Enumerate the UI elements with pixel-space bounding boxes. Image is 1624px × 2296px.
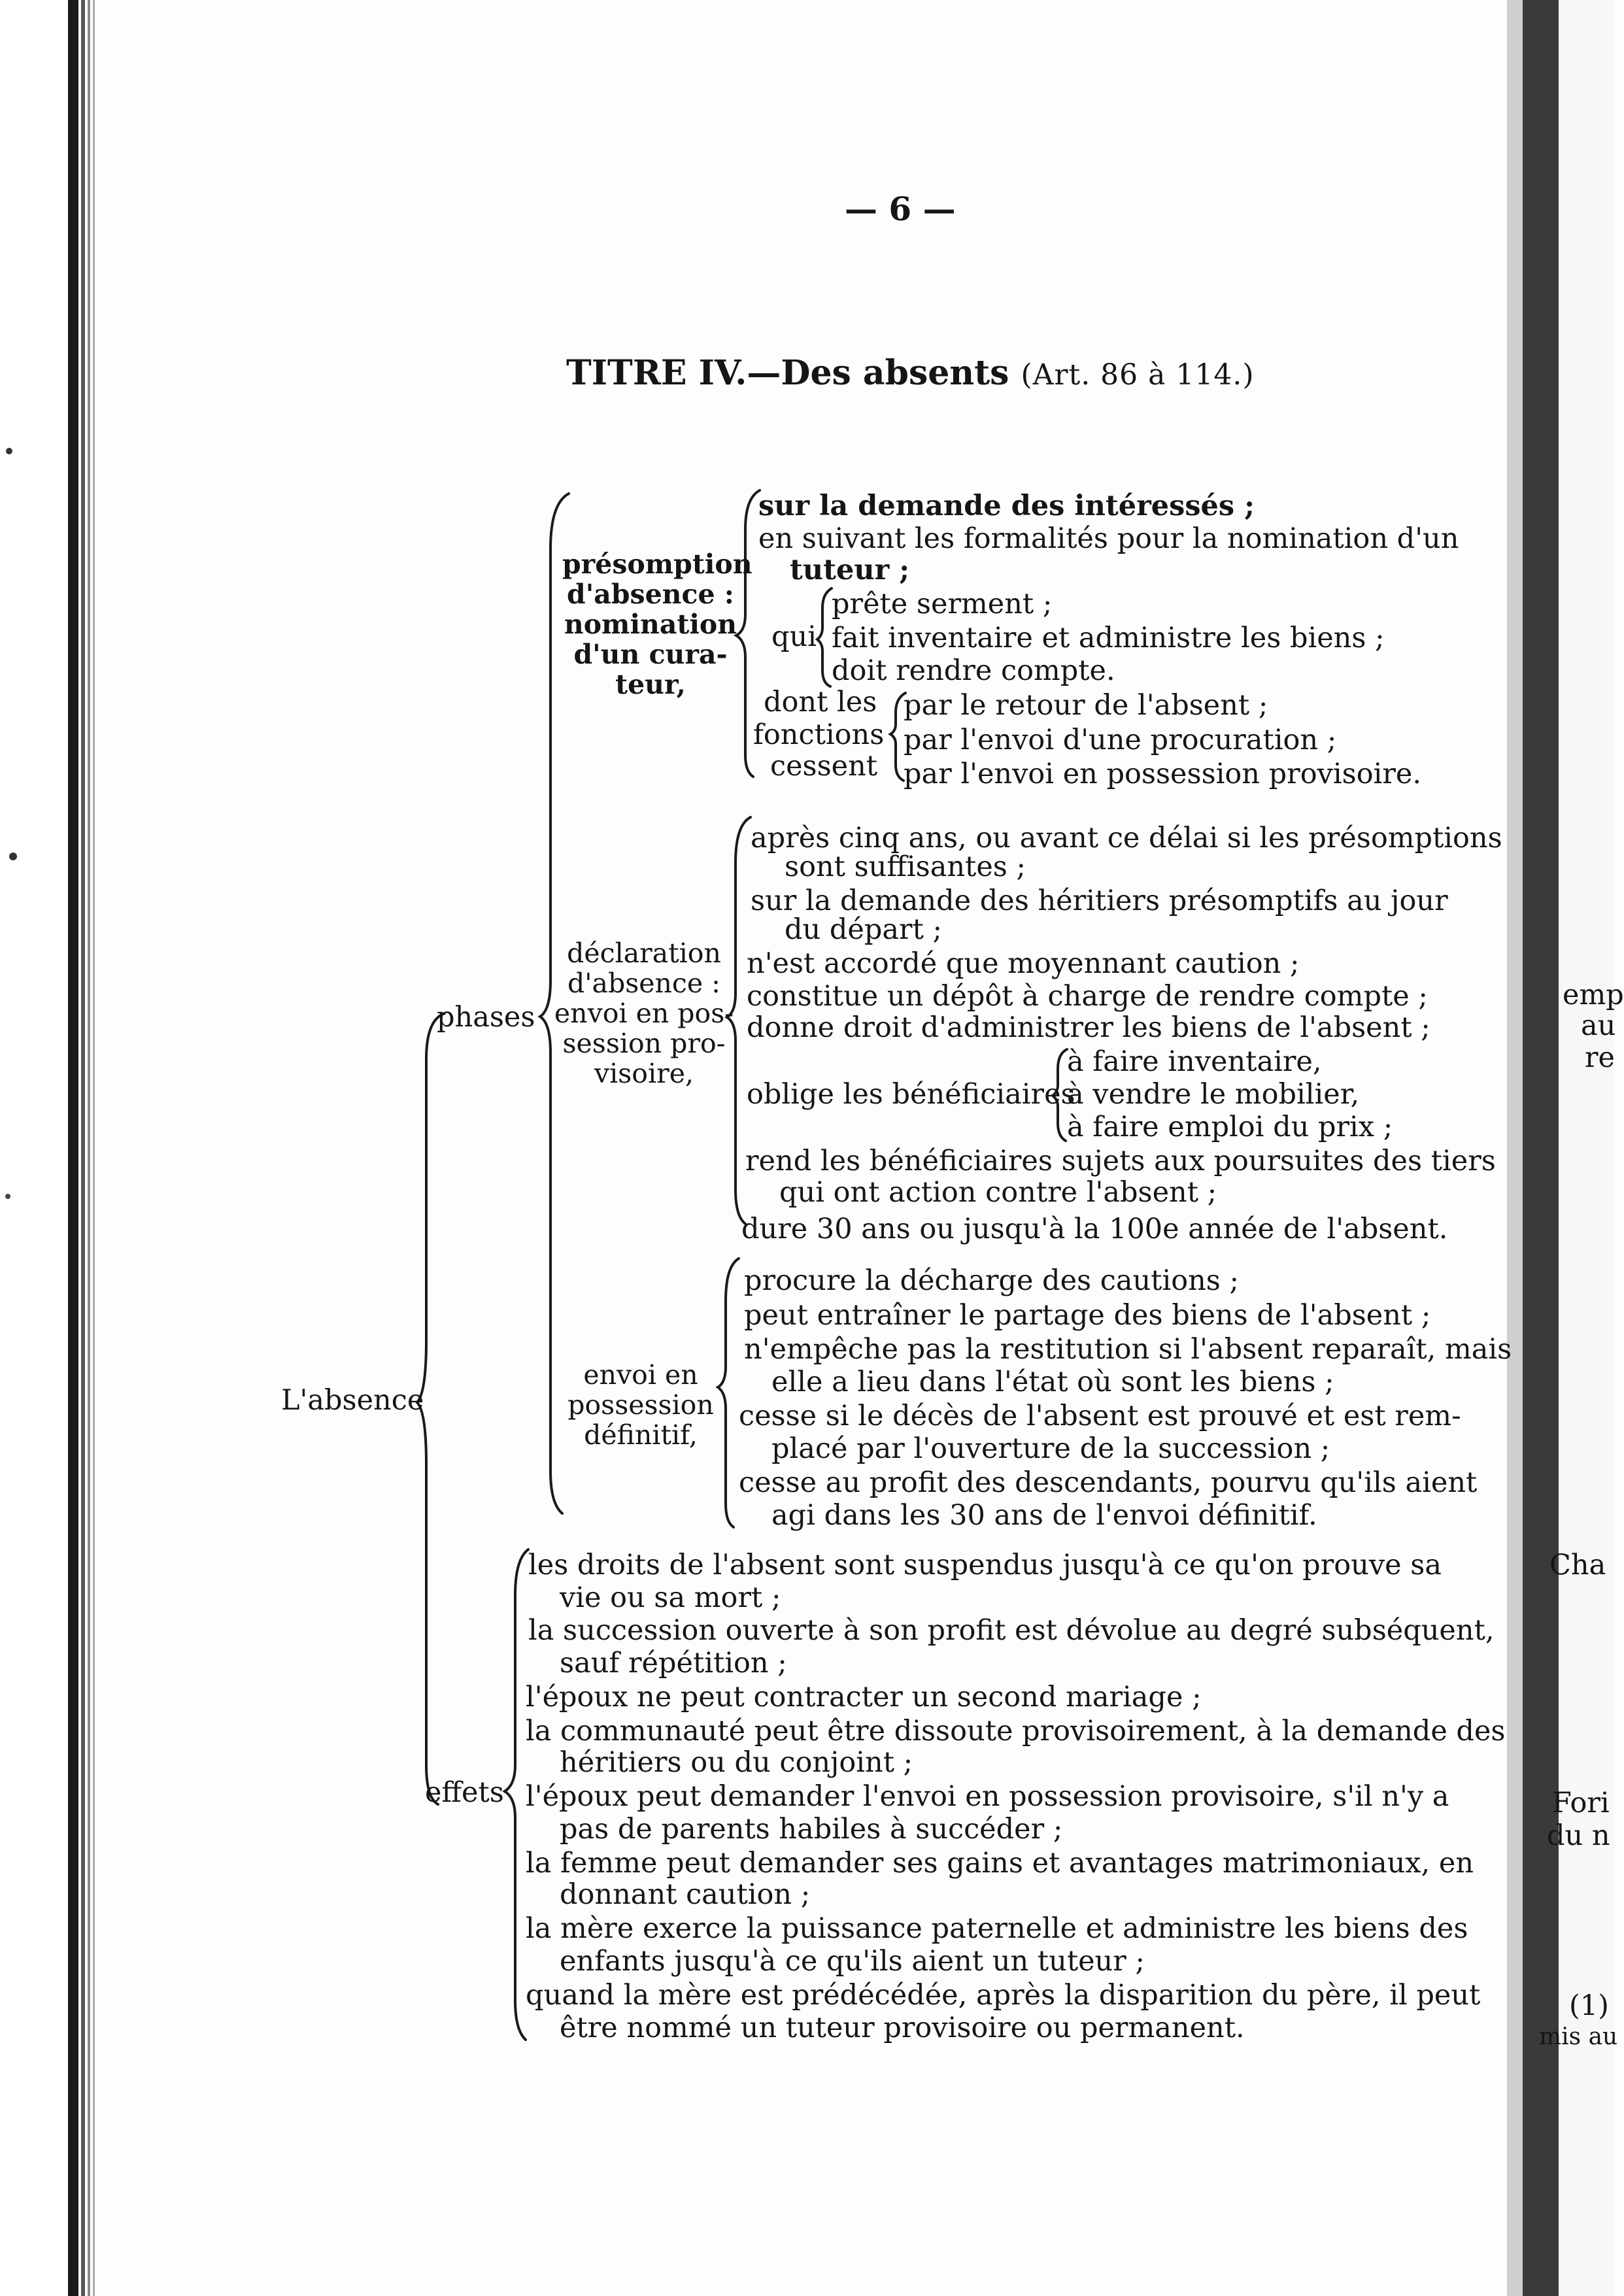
fonctions-label-2: fonctions (753, 718, 885, 751)
section-title (566, 353, 1255, 393)
next-page-fragment-5: Fori (1552, 1787, 1610, 1819)
declaration-line-9: qui ont action contre l'absent ; (779, 1176, 1217, 1209)
oblige-item-2: à vendre le mobilier, (1067, 1078, 1360, 1111)
declaration-line-2: sont suffisantes ; (785, 851, 1026, 883)
declaration-line-4: du départ ; (785, 913, 943, 946)
effets-line-2: vie ou sa mort ; (560, 1581, 781, 1614)
presomption-line-3: tuteur ; (790, 554, 910, 586)
next-page-fragment-7: (1) (1569, 1989, 1609, 2022)
root-label: L'absence (281, 1384, 424, 1417)
definitif-line-2: peut entraîner le partage des biens de l'absent ; (744, 1299, 1431, 1332)
next-page-fragment-4: Cha (1549, 1549, 1606, 1581)
fonctions-label-3: cessent (770, 750, 878, 783)
effets-line-3: la succession ouverte à son profit est dévolue au degré subséquent, (528, 1614, 1495, 1647)
brace-qui (817, 588, 832, 686)
title-articles: (Art. 86 à 114.) (1021, 358, 1255, 392)
fonctions-item-3: par l'envoi en possession provisoire. (904, 758, 1422, 790)
definitif-line-1: procure la décharge des cautions ; (744, 1264, 1240, 1297)
definitif-line-4: elle a lieu dans l'état où sont les biens ; (771, 1366, 1334, 1398)
effets-line-10: la femme peut demander ses gains et avantages matrimoniaux, en (526, 1847, 1474, 1880)
effets-line-11: donnant caution ; (560, 1878, 811, 1911)
branch-phases: phases (437, 1001, 535, 1034)
declaration-line-6: constitue un dépôt à charge de rendre compte ; (747, 980, 1428, 1013)
title-main: TITRE IV.—Des absents (566, 353, 1009, 393)
branch-effets: effets (425, 1776, 504, 1809)
next-page-fragment-3: re (1585, 1041, 1616, 1074)
effets-line-15: être nommé un tuteur provisoire ou permanent. (560, 2012, 1245, 2044)
effets-line-5: l'époux ne peut contracter un second mariage ; (526, 1681, 1202, 1714)
effets-line-8: l'époux peut demander l'envoi en possession provisoire, s'il n'y a (526, 1780, 1449, 1813)
declaration-line-3: sur la demande des héritiers présomptifs au jour (751, 885, 1448, 917)
effets-line-12: la mère exerce la puissance paternelle et administre les biens des (526, 1912, 1468, 1945)
presomption-line-2: en suivant les formalités pour la nomination d'un (758, 522, 1459, 555)
fonctions-item-1: par le retour de l'absent ; (904, 689, 1268, 722)
definitif-heading: envoi en possession définitif, (567, 1359, 714, 1451)
fonctions-item-2: par l'envoi d'une procuration ; (904, 724, 1337, 756)
definitif-line-8: agi dans les 30 ans de l'envoi définitif. (771, 1499, 1317, 1532)
next-page-fragment-8: mis au (1539, 2023, 1618, 2050)
declaration-heading: déclaration d'absence : envoi en pos- session pro- visoire, (554, 937, 734, 1089)
definitif-line-5: cesse si le décès de l'absent est prouvé et est rem- (739, 1400, 1461, 1432)
effets-line-4: sauf répétition ; (560, 1647, 787, 1680)
next-page-fragment-1: emp (1563, 979, 1624, 1011)
declaration-line-1: après cinq ans, ou avant ce délai si les présomptions (751, 822, 1502, 854)
brace-effets (505, 1549, 528, 2040)
qui-item-2: fait inventaire et administre les biens ; (832, 622, 1385, 654)
brace-definitif (718, 1258, 739, 1527)
oblige-label: oblige les bénéficiaires (747, 1078, 1075, 1111)
effets-line-1: les droits de l'absent sont suspendus jusqu'à ce qu'on prouve sa (528, 1549, 1442, 1581)
fonctions-label-1: dont les (764, 686, 877, 718)
declaration-line-5: n'est accordé que moyennant caution ; (747, 947, 1300, 980)
presomption-line-1: sur la demande des intéressés ; (758, 490, 1255, 522)
page-number: — 6 — (845, 190, 956, 228)
qui-item-1: prête serment ; (832, 588, 1053, 620)
definitif-line-7: cesse au profit des descendants, pourvu qu'ils aient (739, 1466, 1478, 1499)
next-page-fragment-2: au (1581, 1009, 1616, 1042)
effets-line-14: quand la mère est prédécédée, après la disparition du père, il peut (526, 1979, 1481, 2012)
declaration-line-10: dure 30 ans ou jusqu'à la 100e année de l'absent. (741, 1213, 1448, 1245)
effets-line-13: enfants jusqu'à ce qu'ils aient un tuteur ; (560, 1945, 1145, 1978)
definitif-line-3: n'empêche pas la restitution si l'absent reparaît, mais (744, 1333, 1512, 1366)
definitif-line-6: placé par l'ouverture de la succession ; (771, 1432, 1330, 1465)
oblige-item-1: à faire inventaire, (1067, 1045, 1322, 1078)
effets-line-9: pas de parents habiles à succéder ; (560, 1813, 1063, 1846)
oblige-item-3: à faire emploi du prix ; (1067, 1111, 1393, 1143)
next-page-fragment-6: du n (1547, 1819, 1610, 1852)
effets-line-6: la communauté peut être dissoute provisoirement, à la demande des (526, 1715, 1506, 1747)
qui-item-3: doit rendre compte. (832, 654, 1115, 687)
declaration-line-8: rend les bénéficiaires sujets aux poursuites des tiers (745, 1145, 1496, 1177)
declaration-line-7: donne droit d'administrer les biens de l'absent ; (747, 1011, 1430, 1044)
presomption-heading: présomption d'absence : nomination d'un cura- teur, (562, 549, 753, 700)
qui-label: qui (771, 620, 817, 653)
effets-line-7: héritiers ou du conjoint ; (560, 1746, 913, 1779)
